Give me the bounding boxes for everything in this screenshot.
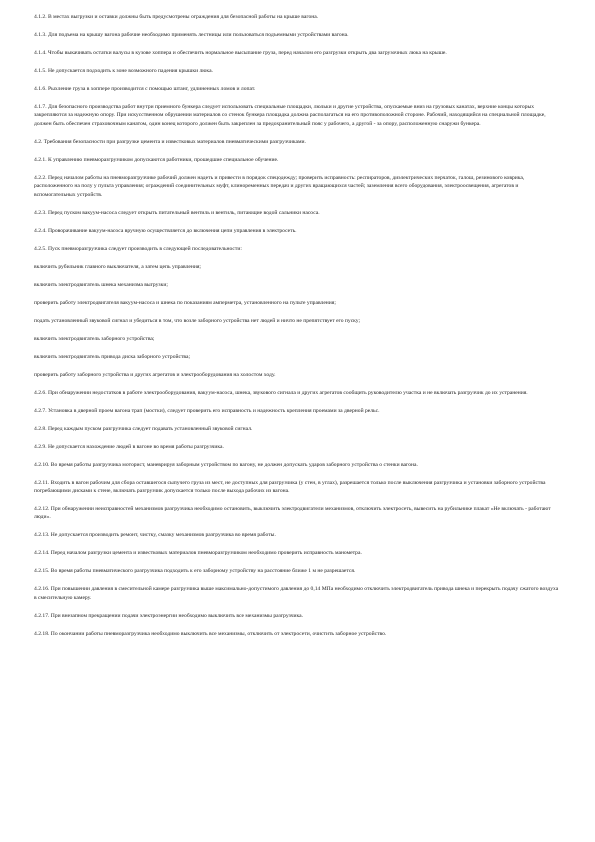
paragraph-4-2-5: 4.2.5. Пуск пневморазгрузчика следует производить в следующей последовательности: — [34, 245, 242, 252]
section-heading-4-2: 4.2. Требования безопасности при разгрузке цемента и известковых материалов пневматическими разгрузчиками. — [34, 138, 306, 145]
paragraph-4-2-10: 4.2.10. Во время работы разгрузчика моторист, маневрируя заборным устройством по вагону, не должен допускать ударов заборного устройства о стенки вагона. — [34, 461, 418, 468]
list-item-step-5: включить электродвигатель заборного устройства; — [34, 335, 155, 342]
paragraph-4-1-4: 4.1.4. Чтобы выкачивать остатки валусы в кузове хоппера и обеспечить нормальное высыпание груза, перед началом его разгрузки открыть два загрузочных люка на крыше. — [34, 50, 447, 56]
paragraph-4-2-15: 4.2.15. Во время работы пневматического разгрузчика подходить к его заборному устройству на расстояние ближе 1 м не разрешается. — [34, 568, 356, 575]
paragraph-4-2-6: 4.2.6. При обнаружении недостатков в работе электрооборудования, вакуум-насоса, шнека, звукового сигнала и других агрегатов сообщить руководителю участка и не включать разгрузчик до их устранения. — [34, 389, 528, 396]
paragraph-4-1-2: 4.1.2. В местах выгрузки и оставки должны быть предусмотрены ограждения для безопасной работы на крыше вагона. — [34, 14, 319, 20]
paragraph-4-2-17: 4.2.17. При внезапном прекращении подачи электроэнергии необходимо выключить все механизмы разгрузчика. — [34, 612, 304, 619]
paragraph-4-2-7: 4.2.7. Установка в дверной проем вагона трап (мостки), следует проверить его исправность и надежность крепления проемами за дверной рельс. — [34, 407, 380, 414]
paragraph-4-2-11: 4.2.11. Входить в вагон рабочим для сбора оставшегося сыпучего груза из мест, не доступных для разгрузчика (у стен, в углах), разрешается только после выключения разгрузчика и установки заборного устройства погребающими дисками к стене, включать разгрузчик допускается только после выхода рабочих из вагона. — [34, 479, 546, 495]
document-page — [34, 13, 559, 648]
paragraph-4-2-16: 4.2.16. При повышении давления в смесительной камере разгрузчика выше максимально-допустимого давления до 0,14 МПа необходимо отключить электродвигатель привода шнека и перекрыть подачу сжатого воздуха в смесительную камеру. — [34, 586, 559, 601]
paragraph-4-2-18: 4.2.18. По окончании работы пневморазгрузчика необходимо выключить все механизмы, отключить от электросети, очистить заборное устройство. — [34, 630, 387, 637]
list-item-step-7: проверить работу заборного устройства и других агрегатов и электрооборудования на холостом ходу. — [34, 371, 276, 378]
paragraph-4-2-12: 4.2.12. При обнаружении неисправностей механизмов разгрузчика необходимо остановить, выключить электродвигатели механизмов, отключить электросеть, вывесить на рубильнике плакат «Не включать - работают люди». — [34, 506, 551, 521]
list-item-step-4: подать установленный звуковой сигнал и убедиться в том, что возле заборного устройства нет людей и ничто не препятствует его пуску; — [34, 317, 361, 324]
paragraph-4-2-2: 4.2.2. Перед началом работы на пневморазгрузчике рабочий должен надеть и привести в порядок спецодежду; проверить исправность: респираторов, диэлектрических перчаток, галош, резинового коврика, расположенного на полу у пульта управления; ограждений соединительных муфт, клиноременных передач и других вращающихся частей; заземления всего оборудования, электроосвещения, агрегатов и вспомогательных устройств. — [34, 174, 525, 198]
list-item-step-2: включить электродвигатель шнека механизма выгрузки; — [34, 281, 168, 288]
list-item-step-1: включить рубильник главного выключателя, а затем цепь управления; — [34, 263, 201, 270]
paragraph-4-2-14: 4.2.14. Перед началом разгрузки цемента и известковых материалов пневморазгрузчиком необходимо проверить исправность манометра. — [34, 550, 362, 557]
paragraph-4-2-4: 4.2.4. Проворачивание вакуум-насоса вручную осуществляется до включения цепи управления в электросеть. — [34, 227, 297, 234]
paragraph-4-2-13: 4.2.13. Не допускается производить ремонт, чистку, смазку механизмов разгрузчика во время работы. — [34, 532, 276, 539]
paragraph-4-1-7: 4.1.7. Для безопасного производства работ внутри приемного бункера следует использовать специальные площадки, люльки и другие устройства, опускаемые вниз на грузовых канатах, верхние концы которых закрепляются за надежную опору. При искусственном обрушении материалов со стенок бункера площадка должна располагаться на его противоположной стороне. Рабочий, находящийся на специальной площадке, должен быть обеспечен страховочным канатом, один конец которого должен быть закреплен за предохранительный пояс у рабочего, а другой - за опору, расположенную снаружи бункера. — [34, 104, 546, 127]
paragraph-4-2-8: 4.2.8. Перед каждым пуском разгрузчика следует подавать установленный звуковой сигнал. — [34, 425, 253, 432]
paragraph-4-1-3: 4.1.3. Для подъема на крышу вагона рабочие необходимо применять лестницы или пользоваться подъемными устройствами вагона. — [34, 32, 349, 38]
paragraph-4-2-1: 4.2.1. К управлению пневморазгрузчиком допускаются работники, прошедшие специальное обучение. — [34, 156, 279, 163]
paragraph-4-2-3: 4.2.3. Перед пуском вакуум-насоса следует открыть питательный вентиль и вентиль, питающие водой сальники насоса. — [34, 209, 320, 216]
paragraph-4-2-9: 4.2.9. Не допускается нахождение людей в вагоне во время работы разгрузчика. — [34, 443, 224, 450]
list-item-step-6: включить электродвигатель привода диска заборного устройства; — [34, 353, 191, 360]
paragraph-4-1-5: 4.1.5. Не допускается подходить к зоне возможного падения крышки люка. — [34, 68, 213, 74]
paragraph-4-1-6: 4.1.6. Рыхление груза в хоппере производится с помощью штанг, удлиненных ломов и лопат. — [34, 86, 256, 92]
list-item-step-3: проверить работу электродвигателя вакуум-насоса и шнека по показаниям амперметра, установленного на пульте управления; — [34, 299, 336, 306]
